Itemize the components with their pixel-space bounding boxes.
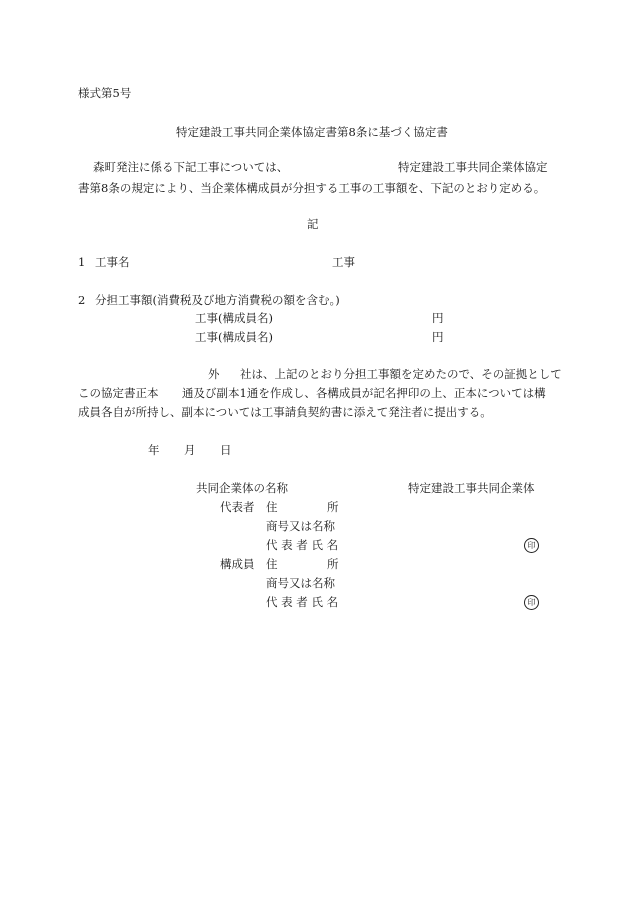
date-month: 月 [184,443,196,457]
item2-number: 2 [78,293,86,307]
seal-icon: 印 [524,538,539,553]
jv-name: 特定建設工事共同企業体 [408,481,535,495]
closing-line3: 成員各自が所持し、副本については工事請負契約書に添えて発注者に提出する。 [78,405,492,419]
intro-line2: 書第8条の規定により、当企業体構成員が分担する工事の工事額を、下記のとおり定める。 [78,181,546,195]
seal-icon: 印 [524,595,539,610]
share-row-unit: 円 [432,330,444,344]
closing-line2-b: 通及び副本1通を作成し、各構成員が記名押印の上、正本については構 [182,386,546,400]
member-role: 構成員 [220,557,255,571]
representative-address-a: 住 [266,500,278,514]
closing-line1-a: 外 [208,367,220,381]
item1-suffix: 工事 [332,255,355,269]
member-name: 代 表 者 氏 名 [266,595,339,609]
closing-line1-b: 社は、上記のとおり分担工事額を定めたので、その証拠として [240,367,562,381]
jv-label: 共同企業体の名称 [196,481,288,495]
item1-label: 工事名 [95,255,130,269]
representative-address-b: 所 [327,500,339,514]
item1-number: 1 [78,255,86,269]
intro-line1-a: 森町発注に係る下記工事については、 [93,160,289,174]
representative-name: 代 表 者 氏 名 [266,538,339,552]
share-row-label: 工事(構成員名) [195,330,273,344]
date-year: 年 [148,443,160,457]
ki-heading: 記 [307,217,319,231]
member-company: 商号又は名称 [266,576,335,590]
item2-label: 分担工事額(消費税及び地方消費税の額を含む。) [95,293,340,307]
share-row-unit: 円 [432,311,444,325]
date-day: 日 [220,443,232,457]
closing-line2-a: この協定書正本 [78,386,159,400]
share-row-label: 工事(構成員名) [195,311,273,325]
form-number: 様式第5号 [78,86,132,100]
intro-line1-b: 特定建設工事共同企業体協定 [398,160,548,174]
representative-role: 代表者 [220,500,255,514]
representative-company: 商号又は名称 [266,519,335,533]
document-title: 特定建設工事共同企業体協定書第8条に基づく協定書 [176,125,448,139]
member-address-b: 所 [327,557,339,571]
member-address-a: 住 [266,557,278,571]
